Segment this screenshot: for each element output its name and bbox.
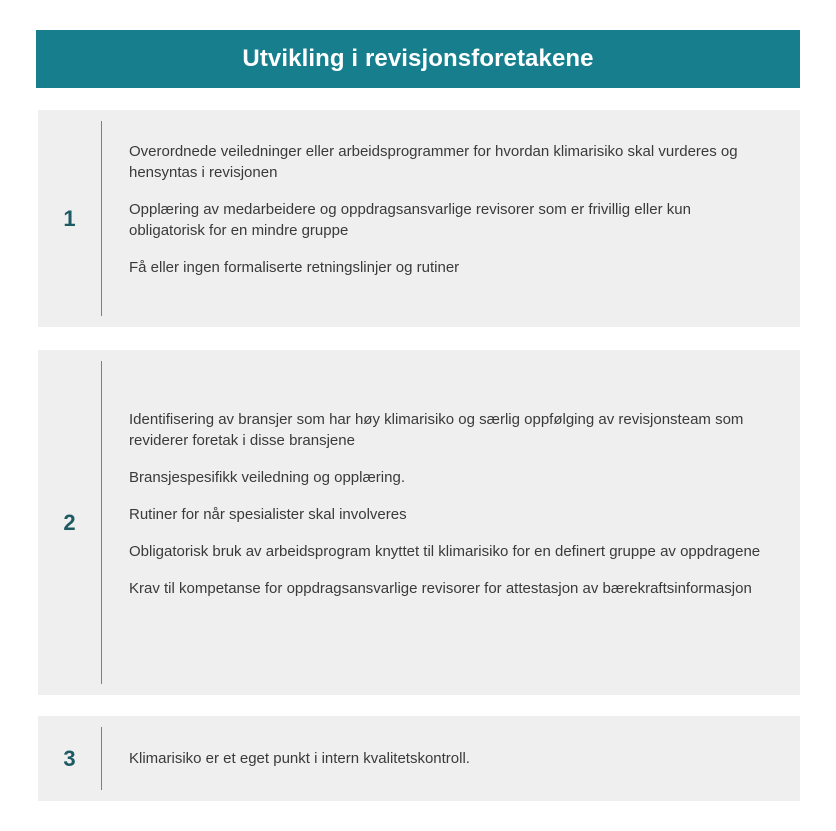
- header-banner: [36, 30, 800, 88]
- vertical-divider-2: [101, 361, 102, 684]
- level-number-column-1: [38, 110, 101, 327]
- divider-column-1: [101, 110, 103, 327]
- list-item: Overordnede veiledninger eller arbeidsprogrammer for hvordan klimarisiko skal vurderes og hensyntas i revisjonen: [129, 143, 738, 181]
- level-number-1: 1: [63, 205, 76, 231]
- list-item: Klimarisiko er et eget punkt i intern kvalitetskontroll.: [129, 750, 470, 767]
- level-number-column-3: [38, 716, 101, 801]
- list-item: Få eller ingen formaliserte retningslinjer og rutiner: [129, 259, 460, 276]
- divider-column-3: [101, 716, 103, 801]
- list-item: Krav til kompetanse for oppdragsansvarlige revisorer for attestasjon av bærekraftsinformasjon: [129, 579, 752, 597]
- level-number-column-2: [38, 350, 101, 695]
- maturity-level-panel-1: [38, 110, 800, 327]
- maturity-level-panel-3: [38, 716, 800, 801]
- list-item: Rutiner for når spesialister skal involveres: [129, 505, 407, 523]
- list-item: Opplæring av medarbeidere og oppdragsansvarlige revisorer som er frivillig eller kun obligatorisk for en mindre gruppe: [129, 201, 691, 239]
- page-title: Utvikling i revisjonsforetakene: [242, 45, 594, 72]
- list-item: Bransjespesifikk veiledning og opplæring.: [129, 468, 405, 486]
- level-items-1: [103, 110, 800, 327]
- level-number-3: 3: [63, 745, 76, 771]
- level-number-2: 2: [63, 509, 76, 535]
- list-item: Identifisering av bransjer som har høy klimarisiko og særlig oppfølging av revisjonsteam som reviderer foretak i disse bransjene: [129, 410, 744, 449]
- maturity-level-panel-2: [38, 350, 800, 695]
- vertical-divider-3: [101, 727, 102, 790]
- divider-column-2: [101, 350, 103, 695]
- level-items-3: [103, 716, 800, 801]
- level-items-2: [103, 350, 800, 695]
- vertical-divider-1: [101, 121, 102, 316]
- list-item: Obligatorisk bruk av arbeidsprogram knyttet til klimarisiko for en definert gruppe av oppdragene: [129, 542, 761, 560]
